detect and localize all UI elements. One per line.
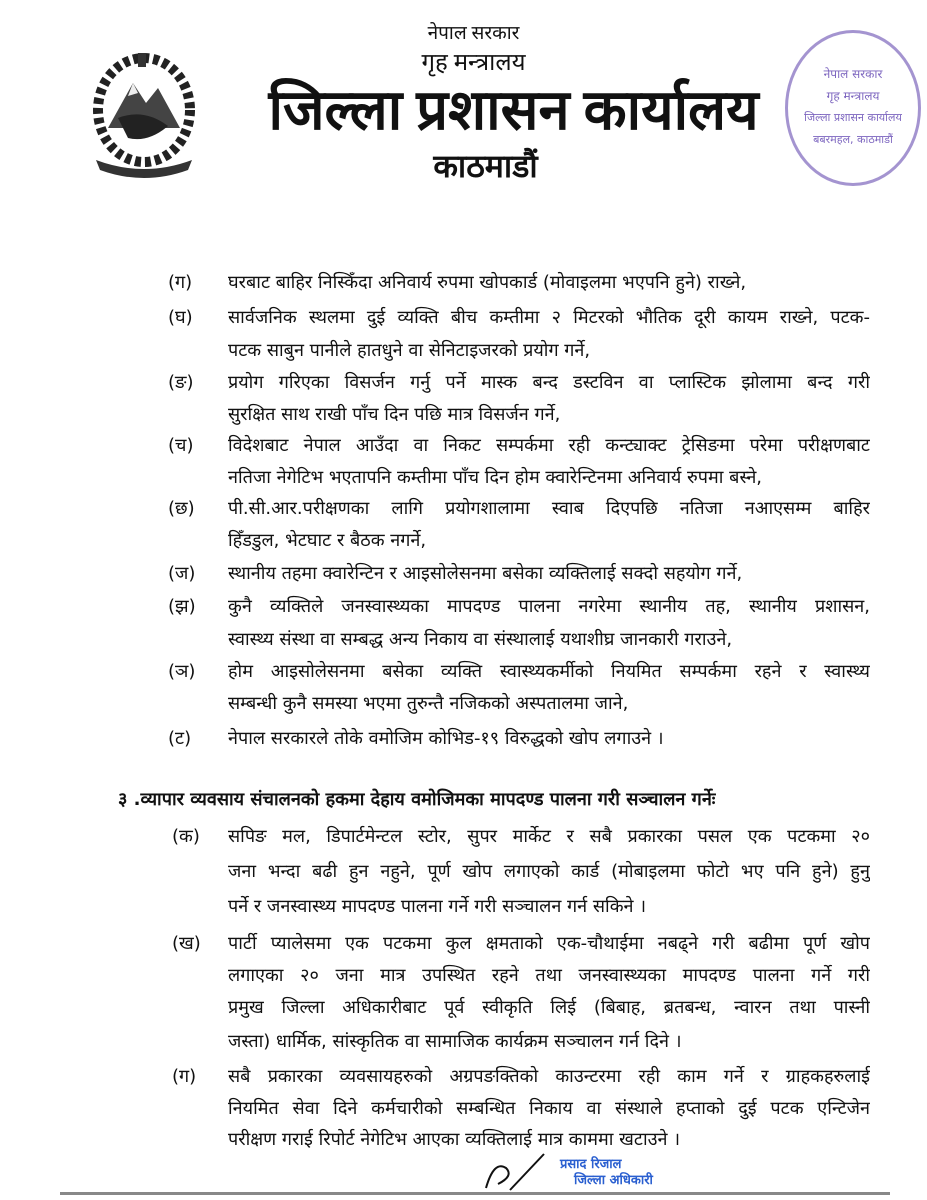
item-text-line: जना भन्दा बढी हुन नहुने, पूर्ण खोप लगाएको कार्ड (मोबाइलमा फोटो भए पनि हुने) हुनु [228, 861, 870, 882]
stamp-text: जिल्ला प्रशासन कार्यालय [804, 111, 902, 124]
item-label: (ङ) [168, 372, 194, 393]
stamp-text: प्रसाद रिजाल [560, 1157, 622, 1172]
item-label: (ख) [172, 933, 201, 954]
signature-stamp [560, 1157, 653, 1189]
stamp-text: गृह मन्त्रालय [826, 89, 880, 103]
government-name: नेपाल सरकार [427, 23, 520, 44]
item-text-line: सम्बन्धी कुनै समस्या भएमा तुरुन्तै नजिकको अस्पतालमा जाने, [228, 693, 629, 714]
item-text-line: नेपाल सरकारले तोके वमोजिम कोभिड-१९ विरुद्धको खोप लगाउने । [228, 728, 664, 749]
item-text-line: लगाएका २० जना मात्र उपस्थित रहने तथा जनस्वास्थ्यका मापदण्ड पालना गर्ने गरी [228, 965, 870, 986]
item-label: (च) [168, 435, 194, 456]
item-label: (क) [172, 826, 200, 847]
item-text-line: सुरक्षित साथ राखी पाँच दिन पछि मात्र विसर्जन गर्ने, [228, 404, 561, 425]
page-divider [60, 1192, 890, 1195]
stamp-text: जिल्ला अधिकारी [574, 1173, 653, 1188]
item-text-line: पार्टी प्यालेसमा एक पटकमा कुल क्षमताको एक-चौथाईमा नबढ्ने गरी बढीमा पूर्ण खोप [228, 933, 870, 954]
city-name: काठमाडौं [433, 148, 538, 184]
item-text-line: विदेशबाट नेपाल आउँदा वा निकट सम्पर्कमा रही कन्ट्याक्ट ट्रेसिङमा परेमा परीक्षणबाट [228, 435, 870, 456]
office-title: जिल्ला प्रशासन कार्यालय [268, 80, 759, 142]
ministry-name: गृह मन्त्रालय [421, 50, 526, 76]
item-text-line: प्रमुख जिल्ला अधिकारीबाट पूर्व स्वीकृति लिई (बिबाह, ब्रतबन्ध, न्वारन तथा पास्नी [228, 997, 870, 1018]
item-label: (छ) [168, 498, 195, 519]
item-text-line: परीक्षण गराई रिपोर्ट नेगेटिभ आएका व्यक्तिलाई मात्र काममा खटाउने । [228, 1129, 681, 1150]
item-label: (ञ) [168, 661, 196, 682]
item-text-line: जस्ता) धार्मिक, सांस्कृतिक वा सामाजिक कार्यक्रम सञ्चालन गर्न दिने । [228, 1031, 682, 1052]
item-label: (ग) [172, 1066, 197, 1087]
item-text-line: पर्ने र जनस्वास्थ्य मापदण्ड पालना गर्ने गरी सञ्चालन गर्न सकिने । [228, 896, 647, 917]
item-text-line: सार्वजनिक स्थलमा दुई व्यक्ति बीच कम्तीमा २ मिटरको भौतिक दूरी कायम राख्ने, पटक- [228, 307, 870, 328]
item-text-line: पी.सी.आर.परीक्षणका लागि प्रयोगशालामा स्वाब दिएपछि नतिजा नआएसम्म बाहिर [228, 498, 870, 519]
item-text-line: पटक साबुन पानीले हातधुने वा सेनिटाइजरको प्रयोग गर्ने, [228, 340, 591, 361]
item-label: (झ) [168, 596, 196, 617]
item-text-line: सबै प्रकारका व्यवसायहरुको अग्रपङक्तिको काउन्टरमा रही काम गर्ने र ग्राहकहरुलाई [228, 1066, 870, 1087]
item-text-line: नतिजा नेगेटिभ भएतापनि कम्तीमा पाँच दिन होम क्वारेन्टिनमा अनिवार्य रुपमा बस्ने, [228, 467, 763, 488]
stamp-text: नेपाल सरकार [823, 67, 883, 81]
item-text-line: होम आइसोलेसनमा बसेका व्यक्ति स्वास्थ्यकर्मीको नियमित सम्पर्कमा रहने र स्वास्थ्य [228, 661, 870, 682]
item-text-line: नियमित सेवा दिने कर्मचारीको सम्बन्धित निकाय वा संस्थाले हप्ताको दुई पटक एन्टिजेन [228, 1098, 870, 1119]
item-text-line: स्थानीय तहमा क्वारेन्टिन र आइसोलेसनमा बसेका व्यक्तिलाई सक्दो सहयोग गर्ने, [228, 563, 743, 584]
item-label: (ट) [168, 728, 192, 749]
item-text-line: सपिङ मल, डिपार्टमेन्टल स्टोर, सुपर मार्केट र सबै प्रकारका पसल एक पटकमा २० [228, 826, 870, 847]
item-text-line: हिँडडुल, भेटघाट र बैठक नगर्ने, [228, 530, 427, 551]
item-text-line: प्रयोग गरिएका विसर्जन गर्नु पर्ने मास्क बन्द डस्टविन वा प्लास्टिक झोलामा बन्द गरी [228, 372, 870, 393]
item-label: (ज) [168, 563, 196, 584]
item-label: (घ) [168, 307, 193, 328]
signature [478, 1152, 548, 1196]
item-text-line: कुनै व्यक्तिले जनस्वास्थ्यका मापदण्ड पालना नगरेमा स्थानीय तह, स्थानीय प्रशासन, [228, 596, 870, 617]
section-3-heading: ३ .व्यापार व्यवसाय संचालनको हकमा देहाय वमोजिमका मापदण्ड पालना गरी सञ्चालन गर्नेः [118, 789, 716, 810]
item-text-line: स्वास्थ्य संस्था वा सम्बद्ध अन्य निकाय वा संस्थालाई यथाशीघ्र जानकारी गराउने, [228, 629, 733, 650]
item-label: (ग) [168, 272, 193, 293]
stamp-text: बबरमहल, काठमाडौं [813, 133, 893, 146]
item-text-line: घरबाट बाहिर निस्किँदा अनिवार्य रुपमा खोपकार्ड (मोवाइलमा भएपनि हुने) राख्ने, [228, 272, 747, 293]
